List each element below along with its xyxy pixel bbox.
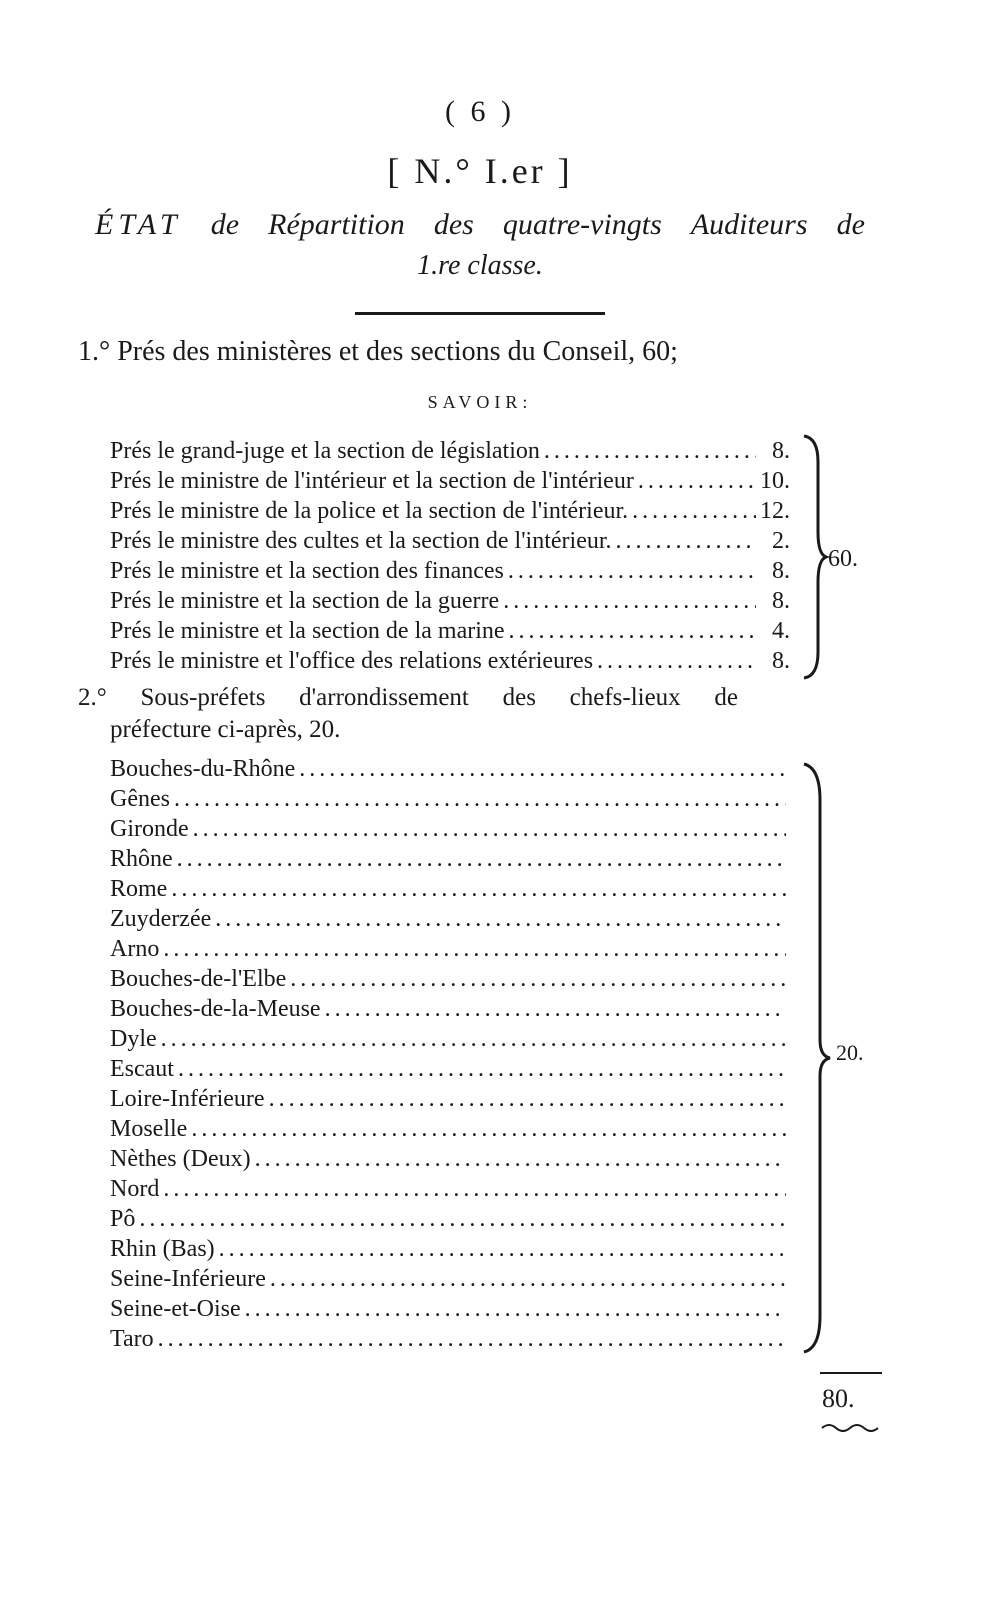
section1-row	[110, 586, 790, 616]
heading-word: d'arrondissement	[299, 684, 469, 711]
row-label: Prés le ministre et la section des finances	[110, 558, 504, 584]
title-line-1	[95, 208, 865, 242]
row-label: Nord	[110, 1176, 160, 1202]
row-label: Bouches-du-Rhône	[110, 756, 296, 782]
section2-row	[110, 1204, 790, 1234]
row-value: 2.	[772, 528, 790, 554]
title-word: de	[210, 208, 240, 241]
row-label: Prés le ministre et la section de la marine	[110, 618, 505, 644]
title-word: Auditeurs	[690, 208, 808, 241]
row-value: 8.	[772, 588, 790, 614]
title-word: de	[836, 208, 865, 241]
row-value: 4.	[772, 618, 790, 644]
heading-word: de	[714, 684, 738, 711]
section1-row	[110, 436, 790, 466]
section1-row	[110, 646, 790, 676]
row-label: Gironde	[110, 816, 189, 842]
section2-row	[110, 814, 790, 844]
section2-row	[110, 1054, 790, 1084]
grand-total: 80.	[822, 1384, 855, 1413]
row-label: Rome	[110, 876, 168, 902]
total-underline-ornament	[820, 1422, 882, 1434]
row-label: Rhône	[110, 846, 173, 872]
row-label: Taro	[110, 1326, 154, 1352]
row-value: 12.	[760, 498, 790, 524]
section2-row	[110, 874, 790, 904]
section2-row	[110, 964, 790, 994]
section2-row	[110, 934, 790, 964]
heading-word: 2.°	[78, 684, 107, 711]
section1-brace	[800, 432, 830, 682]
row-label: Prés le ministre et la section de la guerre	[110, 588, 500, 614]
heading-word: chefs-lieux	[569, 684, 681, 711]
title-word: des	[433, 208, 474, 241]
savoir-label: SAVOIR:	[427, 392, 533, 412]
title-word: quatre-vingts	[502, 208, 662, 241]
section1-subtotal: 60.	[828, 546, 858, 572]
section2-row	[110, 1144, 790, 1174]
section1-row	[110, 466, 790, 496]
total-rule	[820, 1372, 882, 1374]
section2-row	[110, 844, 790, 874]
section1-row	[110, 556, 790, 586]
row-label: Bouches-de-la-Meuse	[110, 996, 321, 1022]
row-label: Arno	[110, 936, 160, 962]
row-label: Zuyderzée	[110, 906, 212, 932]
section1-row	[110, 496, 790, 526]
section1-heading: 1.° Prés des ministères et des sections du Conseil, 60;	[78, 336, 678, 367]
row-value: 8.	[772, 438, 790, 464]
row-label: Escaut	[110, 1056, 174, 1082]
row-label: Bouches-de-l'Elbe	[110, 966, 287, 992]
section2-heading-line2: préfecture ci-après, 20.	[110, 716, 341, 743]
title-rule	[355, 312, 605, 315]
row-label: Nèthes (Deux)	[110, 1146, 251, 1172]
row-label: Prés le ministre et l'office des relations extérieures	[110, 648, 594, 674]
section2-heading-line1	[78, 684, 738, 712]
row-label: Seine-Inférieure	[110, 1266, 266, 1292]
row-value: 8.	[772, 648, 790, 674]
heading-word: Sous-préfets	[140, 684, 266, 711]
section2-subtotal: 20.	[836, 1040, 864, 1065]
section1-row	[110, 616, 790, 646]
page-number: ( 6 )	[445, 95, 515, 128]
document-number: [ N.° I.er ]	[387, 151, 573, 191]
section2-row	[110, 784, 790, 814]
section2-brace	[800, 760, 834, 1356]
section2-row	[110, 1174, 790, 1204]
section2-row	[110, 1024, 790, 1054]
section2-row	[110, 1084, 790, 1114]
row-value: 8.	[772, 558, 790, 584]
row-label: Prés le ministre des cultes et la section de l'intérieur.	[110, 528, 612, 554]
row-label: Gênes	[110, 786, 170, 812]
row-label: Loire-Inférieure	[110, 1086, 265, 1112]
row-label: Pô	[110, 1206, 136, 1232]
heading-word: des	[502, 684, 536, 711]
row-label: Prés le grand-juge et la section de législation	[110, 438, 540, 464]
row-label: Seine-et-Oise	[110, 1296, 241, 1322]
row-label: Prés le ministre de l'intérieur et la section de l'intérieur	[110, 468, 634, 494]
row-label: Moselle	[110, 1116, 188, 1142]
section2-row	[110, 1234, 790, 1264]
section2-row	[110, 1114, 790, 1144]
section2-row	[110, 994, 790, 1024]
title-line-2: 1.re classe.	[417, 250, 543, 281]
row-label: Prés le ministre de la police et la section de l'intérieur.	[110, 498, 629, 524]
section1-row	[110, 526, 790, 556]
section2-row	[110, 904, 790, 934]
row-label: Dyle	[110, 1026, 157, 1052]
title-word: ÉTAT	[95, 208, 182, 241]
row-value: 10.	[760, 468, 790, 494]
section2-row	[110, 754, 790, 784]
title-word: Répartition	[268, 208, 405, 241]
section2-row	[110, 1294, 790, 1324]
section2-row	[110, 1324, 790, 1354]
row-label: Rhin (Bas)	[110, 1236, 215, 1262]
section2-row	[110, 1264, 790, 1294]
